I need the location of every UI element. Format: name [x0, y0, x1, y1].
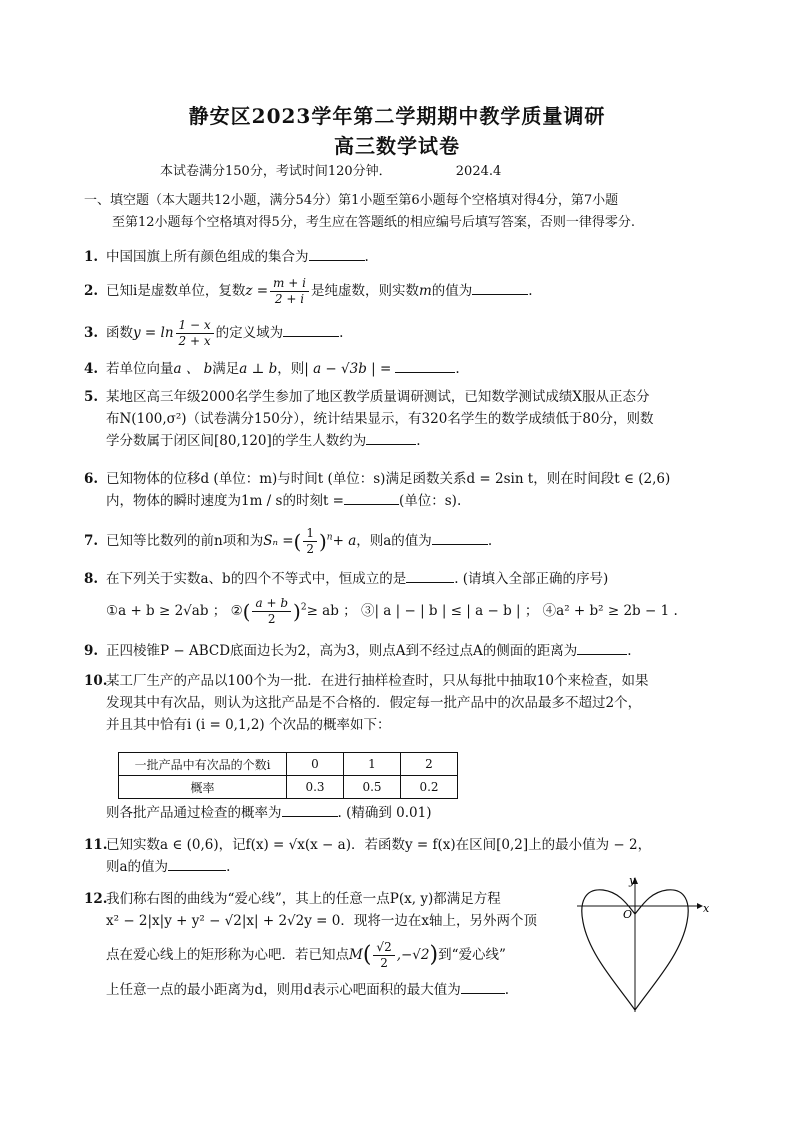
- fraction-denominator: 2: [306, 542, 314, 556]
- answer-blank[interactable]: [472, 280, 528, 295]
- question-4: [84, 358, 714, 380]
- question-number: 11.: [84, 837, 108, 853]
- paren-left: (: [242, 599, 251, 624]
- question-number: 3.: [84, 325, 99, 341]
- table-cell: 1: [344, 753, 401, 776]
- question-text: 已知等比数列的前n项和为: [106, 533, 264, 549]
- question-text: 并且其中恰有i (i = 0,1,2) 个次品的概率如下：: [106, 717, 391, 733]
- question-6: [84, 468, 714, 512]
- question-number: 9.: [84, 643, 99, 659]
- answer-blank[interactable]: [283, 322, 339, 337]
- question-text: 的值为: [431, 283, 473, 299]
- option-3: ③| a | − | b | ≤ | a − b | ；: [360, 603, 539, 619]
- math-m: m: [418, 283, 432, 299]
- math-perp: a ⊥ b: [239, 361, 278, 377]
- question-text-end: (单位：s).: [398, 493, 462, 509]
- question-text: 满足: [212, 361, 240, 377]
- question-text: 学分数属于闭区间[80,120]的学生人数约为: [106, 433, 367, 449]
- option-2-marker: ②: [230, 603, 243, 619]
- fraction-denominator: 2 + x: [178, 334, 211, 348]
- question-text-end: .: [627, 643, 632, 659]
- question-text: 点在爱心线上的矩形称为心吧．若已知点: [106, 947, 349, 963]
- question-2: [84, 276, 714, 307]
- exam-note: 本试卷满分150分，考试时间120分钟．: [160, 164, 392, 179]
- question-text: 某地区高三年级2000名学生参加了地区教学质量调研测试，已知数学测试成绩X服从正态分: [106, 389, 650, 405]
- math-m: M: [349, 947, 363, 963]
- answer-blank[interactable]: [282, 802, 338, 817]
- section-line1: 一、填空题（本大题共12小题，满分54分）第1小题至第6小题每个空格填对得4分，第7小题: [84, 193, 619, 208]
- origin-label: O: [623, 908, 633, 921]
- fraction: [303, 526, 317, 557]
- math-tail: ,−√2: [396, 947, 430, 963]
- option-4: ④a² + b² ≥ 2b − 1 .: [542, 603, 678, 619]
- table-cell: 0: [287, 753, 344, 776]
- paren-right: ): [293, 599, 301, 624]
- question-text: 已知物体的位移d (单位：m)与时间t (单位：s)满足函数关系d = 2sin t，则在时间段t ∈ (2,6): [106, 471, 671, 487]
- question-text: 函数: [106, 325, 133, 341]
- question-number: 2.: [84, 283, 99, 299]
- question-12: [84, 888, 574, 1001]
- fraction-denominator: 2: [380, 956, 388, 970]
- question-text-end: .: [364, 249, 369, 265]
- question-text: 则各批产品通过检查的概率为: [106, 805, 282, 821]
- paren-left: (: [362, 942, 372, 968]
- question-text: 到“爱心线”: [438, 947, 506, 963]
- question-text-end: .: [528, 283, 533, 299]
- answer-blank[interactable]: [432, 530, 488, 545]
- question-number: 4.: [84, 361, 99, 377]
- table-row: [119, 776, 458, 799]
- fraction-numerator: m + i: [270, 276, 309, 292]
- fraction-numerator: 1: [303, 526, 317, 542]
- question-text: ，则: [277, 361, 305, 377]
- table-cell: 0.5: [344, 776, 401, 799]
- question-text: 已知i是虚数单位，复数: [106, 283, 246, 299]
- question-text: 我们称右图的曲线为“爱心线”，其上的任意一点P(x, y)都满足方程: [106, 891, 501, 907]
- section-instructions: [84, 190, 724, 234]
- table-cell: 2: [401, 753, 458, 776]
- question-number: 1.: [84, 249, 99, 265]
- paren-right: ): [318, 529, 327, 554]
- fraction-denominator: 2 + i: [274, 292, 305, 306]
- question-text-end: .: [226, 859, 231, 875]
- exam-subtitle: [160, 160, 501, 179]
- question-text: 上任意一点的最小距离为d，则用d表示心吧面积的最大值为: [106, 982, 461, 998]
- answer-blank[interactable]: [406, 568, 454, 583]
- question-text: 的定义域为: [215, 325, 284, 341]
- question-text: 若单位向量: [106, 361, 174, 377]
- table-cell: 概率: [119, 776, 287, 799]
- question-number: 5.: [84, 389, 99, 405]
- fraction-numerator: 1 − x: [176, 318, 214, 334]
- question-text: 发现其中有次品，则认为这批产品是不合格的．假定每一批产品中的次品最多不超过2个，: [106, 695, 642, 711]
- option-2-text: ≥ ab ；: [306, 603, 357, 619]
- question-number: 8.: [84, 571, 99, 587]
- question-line: [84, 802, 714, 824]
- math-expr: | a − √3b | =: [304, 361, 392, 377]
- question-text: 在下列关于实数a、b的四个不等式中，恒成立的是: [106, 571, 407, 587]
- question-8: [84, 568, 714, 627]
- question-text-end: .: [416, 433, 421, 449]
- question-text: . (精确到 0.01): [337, 805, 432, 821]
- table-cell: 一批产品中有次品的个数i: [119, 753, 287, 776]
- question-line: [84, 979, 574, 1001]
- options-line: [84, 596, 714, 627]
- question-line: [84, 490, 714, 512]
- table-row: [119, 753, 458, 776]
- question-text: 已知实数a ∈ (0,6)，记f(x) = √x(x − a)．若函数y = f(x)在区间[0,2]上的最小值为 − 2，: [106, 837, 652, 853]
- y-axis-label: y: [629, 874, 636, 887]
- answer-blank[interactable]: [461, 979, 505, 994]
- answer-blank[interactable]: [344, 490, 399, 505]
- fraction: [270, 276, 309, 307]
- answer-blank[interactable]: [168, 856, 226, 871]
- fraction: [252, 596, 291, 627]
- x-axis-label: x: [703, 902, 710, 915]
- math-y-ln: y = ln: [133, 325, 174, 341]
- question-3: [84, 318, 714, 349]
- fraction: [373, 940, 394, 971]
- question-text-end: .: [487, 533, 493, 549]
- fraction: [176, 318, 214, 349]
- question-1: [84, 246, 714, 268]
- question-number: 6.: [84, 471, 99, 487]
- table-cell: 0.2: [401, 776, 458, 799]
- question-text: x² − 2|x|y + y² − √2|x| + 2√2y = 0．现将一边在x轴上，另外两个顶: [106, 913, 537, 929]
- question-text: 正四棱锥P − ABCD底面边长为2，高为3，则点A到不经过点A的侧面的距离为: [106, 643, 578, 659]
- heart-curve-figure: [575, 872, 715, 1022]
- paren-left: (: [293, 529, 302, 554]
- question-text-end: .: [339, 325, 344, 341]
- exponent-2: 2: [300, 602, 307, 613]
- question-5: [84, 386, 714, 452]
- exam-date: 2024.4: [455, 164, 502, 179]
- exponent-n: n: [326, 532, 333, 543]
- question-9: [84, 640, 714, 662]
- question-text: 内，物体的瞬时速度为1m / s的时刻t =: [106, 493, 344, 509]
- question-10-tail: [84, 802, 714, 824]
- question-text: 布N(100,σ²)（试卷满分150分），统计结果显示，有320名学生的数学成绩低于80分，则数: [106, 411, 654, 427]
- question-7: [84, 526, 714, 557]
- question-number: 10.: [84, 673, 108, 689]
- question-text: 则a的值为: [106, 859, 169, 875]
- answer-blank[interactable]: [366, 430, 416, 445]
- math-tail: + a: [332, 533, 357, 549]
- fraction-numerator: a + b: [252, 596, 291, 612]
- section-line2: 至第12小题每个空格填对得5分，考生应在答题纸的相应编号后填写答案，否则一律得零分.: [112, 215, 635, 230]
- math-z: z =: [245, 283, 269, 299]
- fraction-numerator: √2: [373, 940, 394, 956]
- exam-title-line2: 高三数学试卷: [334, 134, 460, 158]
- question-line: [84, 940, 574, 971]
- math-sn: Sₙ =: [263, 533, 294, 549]
- question-text-end: .: [504, 982, 510, 998]
- question-number: 7.: [84, 533, 99, 549]
- question-number: 12.: [84, 891, 108, 907]
- answer-blank[interactable]: [395, 358, 455, 373]
- question-text-end: .: [455, 361, 460, 377]
- option-1: ①a + b ≥ 2√ab ；: [106, 603, 227, 619]
- probability-table: [118, 752, 458, 799]
- answer-blank[interactable]: [577, 640, 627, 655]
- paren-right: ): [429, 942, 439, 968]
- table-cell: 0.3: [287, 776, 344, 799]
- answer-blank[interactable]: [309, 246, 365, 261]
- question-text: 中国国旗上所有颜色组成的集合为: [106, 249, 309, 265]
- question-text: 某工厂生产的产品以100个为一批．在进行抽样检查时，只从每批中抽取10个来检查，如果: [106, 673, 649, 689]
- question-text: ，则a的值为: [356, 533, 432, 549]
- question-10: [84, 670, 714, 736]
- fraction-denominator: 2: [267, 612, 276, 626]
- exam-title-line1: 静安区2023学年第二学期期中教学质量调研: [188, 104, 606, 128]
- question-text: . (请填入全部正确的序号): [454, 571, 609, 587]
- question-text: 是纯虚数，则实数: [310, 283, 419, 299]
- question-line: [84, 430, 714, 452]
- math-vectors: a 、 b: [173, 361, 213, 377]
